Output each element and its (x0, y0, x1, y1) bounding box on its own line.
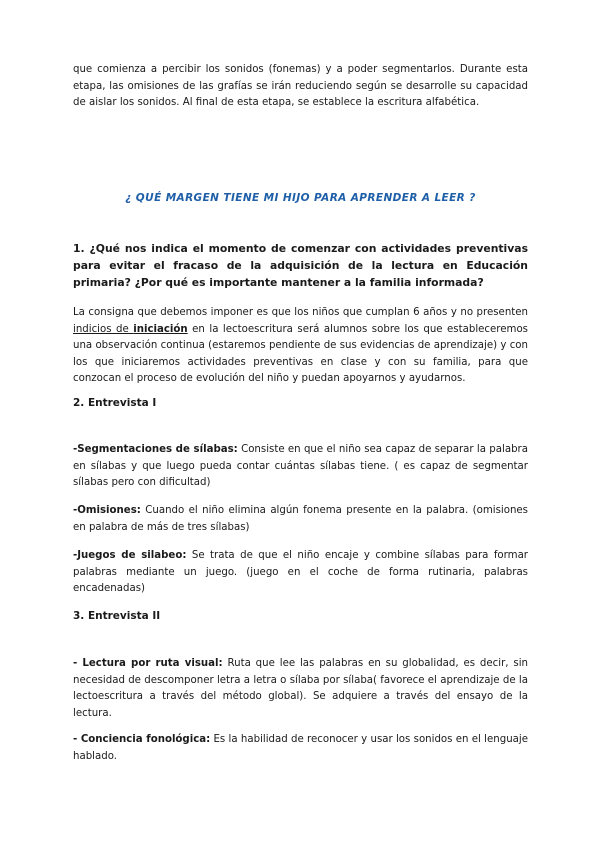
item-term: -Omisiones: (73, 505, 141, 516)
item-term: - Lectura por ruta visual: (73, 658, 223, 669)
item-juegos-silabeo (73, 548, 528, 598)
item-text: Cuando el niño elimina algún fonema presente en la palabra. (omisiones en palabra de más de tres sílabas) (73, 505, 528, 533)
section-title-entrevista-1: 2. Entrevista I (73, 397, 157, 409)
item-text: Se trata de que el niño encaje y combine sílabas para formar palabras mediante un juego. (juego en el coche de forma rutinaria, palabras encadenadas) (73, 550, 528, 594)
item-text: Ruta que lee las palabras en su globalidad, es decir, sin necesidad de descomponer letra a letra o sílaba por sílaba( favorece el aprendizaje de la lectoescritura a través del método global). Se adquiere a través del ensayo de la lectura. (73, 658, 528, 719)
item-conciencia-fonologica (73, 732, 528, 765)
section-title-entrevista-2: 3. Entrevista II (73, 610, 161, 622)
item-term: -Segmentaciones de sílabas: (73, 444, 238, 455)
consigna-underlined: indicios de (73, 323, 134, 335)
consigna-after: en la lectoescritura será alumnos sobre los que estableceremos una observación continua (estaremos pendiente de sus evidencias de aprendizaje) y con los que iniciaremos actividades preventivas en clase y con su familia, para que conzocan el proceso de evolución del niño y puedan apoyarnos y ayudarnos. (73, 323, 528, 384)
consigna-paragraph (73, 305, 528, 388)
item-ruta-visual (73, 656, 528, 722)
item-text: Consiste en que el niño sea capaz de separar la palabra en sílabas y que luego pueda contar cuántas sílabas tiene. ( es capaz de segmentar sílabas pero con dificultad) (73, 444, 528, 488)
item-term: - Conciencia fonológica: (73, 734, 211, 745)
intro-paragraph: que comienza a percibir los sonidos (fonemas) y a poder segmentarlos. Durante esta etapa, las omisiones de las grafías se irán reduciendo según se desarrolle su capacidad de aislar los sonidos. Al final de esta etapa, se establece la escritura alfabética. (73, 64, 528, 108)
item-segmentaciones (73, 442, 528, 492)
consigna-underlined-bold: iniciación (133, 323, 188, 335)
consigna-before: La consigna que debemos imponer es que los niños que cumplan 6 años y no presenten (73, 307, 528, 318)
item-text: Es la habilidad de reconocer y usar los sonidos en el lenguaje hablado. (73, 734, 528, 762)
item-omisiones (73, 503, 528, 536)
main-heading: ¿ QUÉ MARGEN TIENE MI HIJO PARA APRENDER A LEER ? (125, 192, 476, 204)
question-1: 1. ¿Qué nos indica el momento de comenzar con actividades preventivas para evitar el fracaso de la adquisición de la lectura en Educación primaria? ¿Por qué es importante mantener a la familia informada? (73, 242, 528, 289)
item-term: -Juegos de silabeo: (73, 550, 187, 561)
